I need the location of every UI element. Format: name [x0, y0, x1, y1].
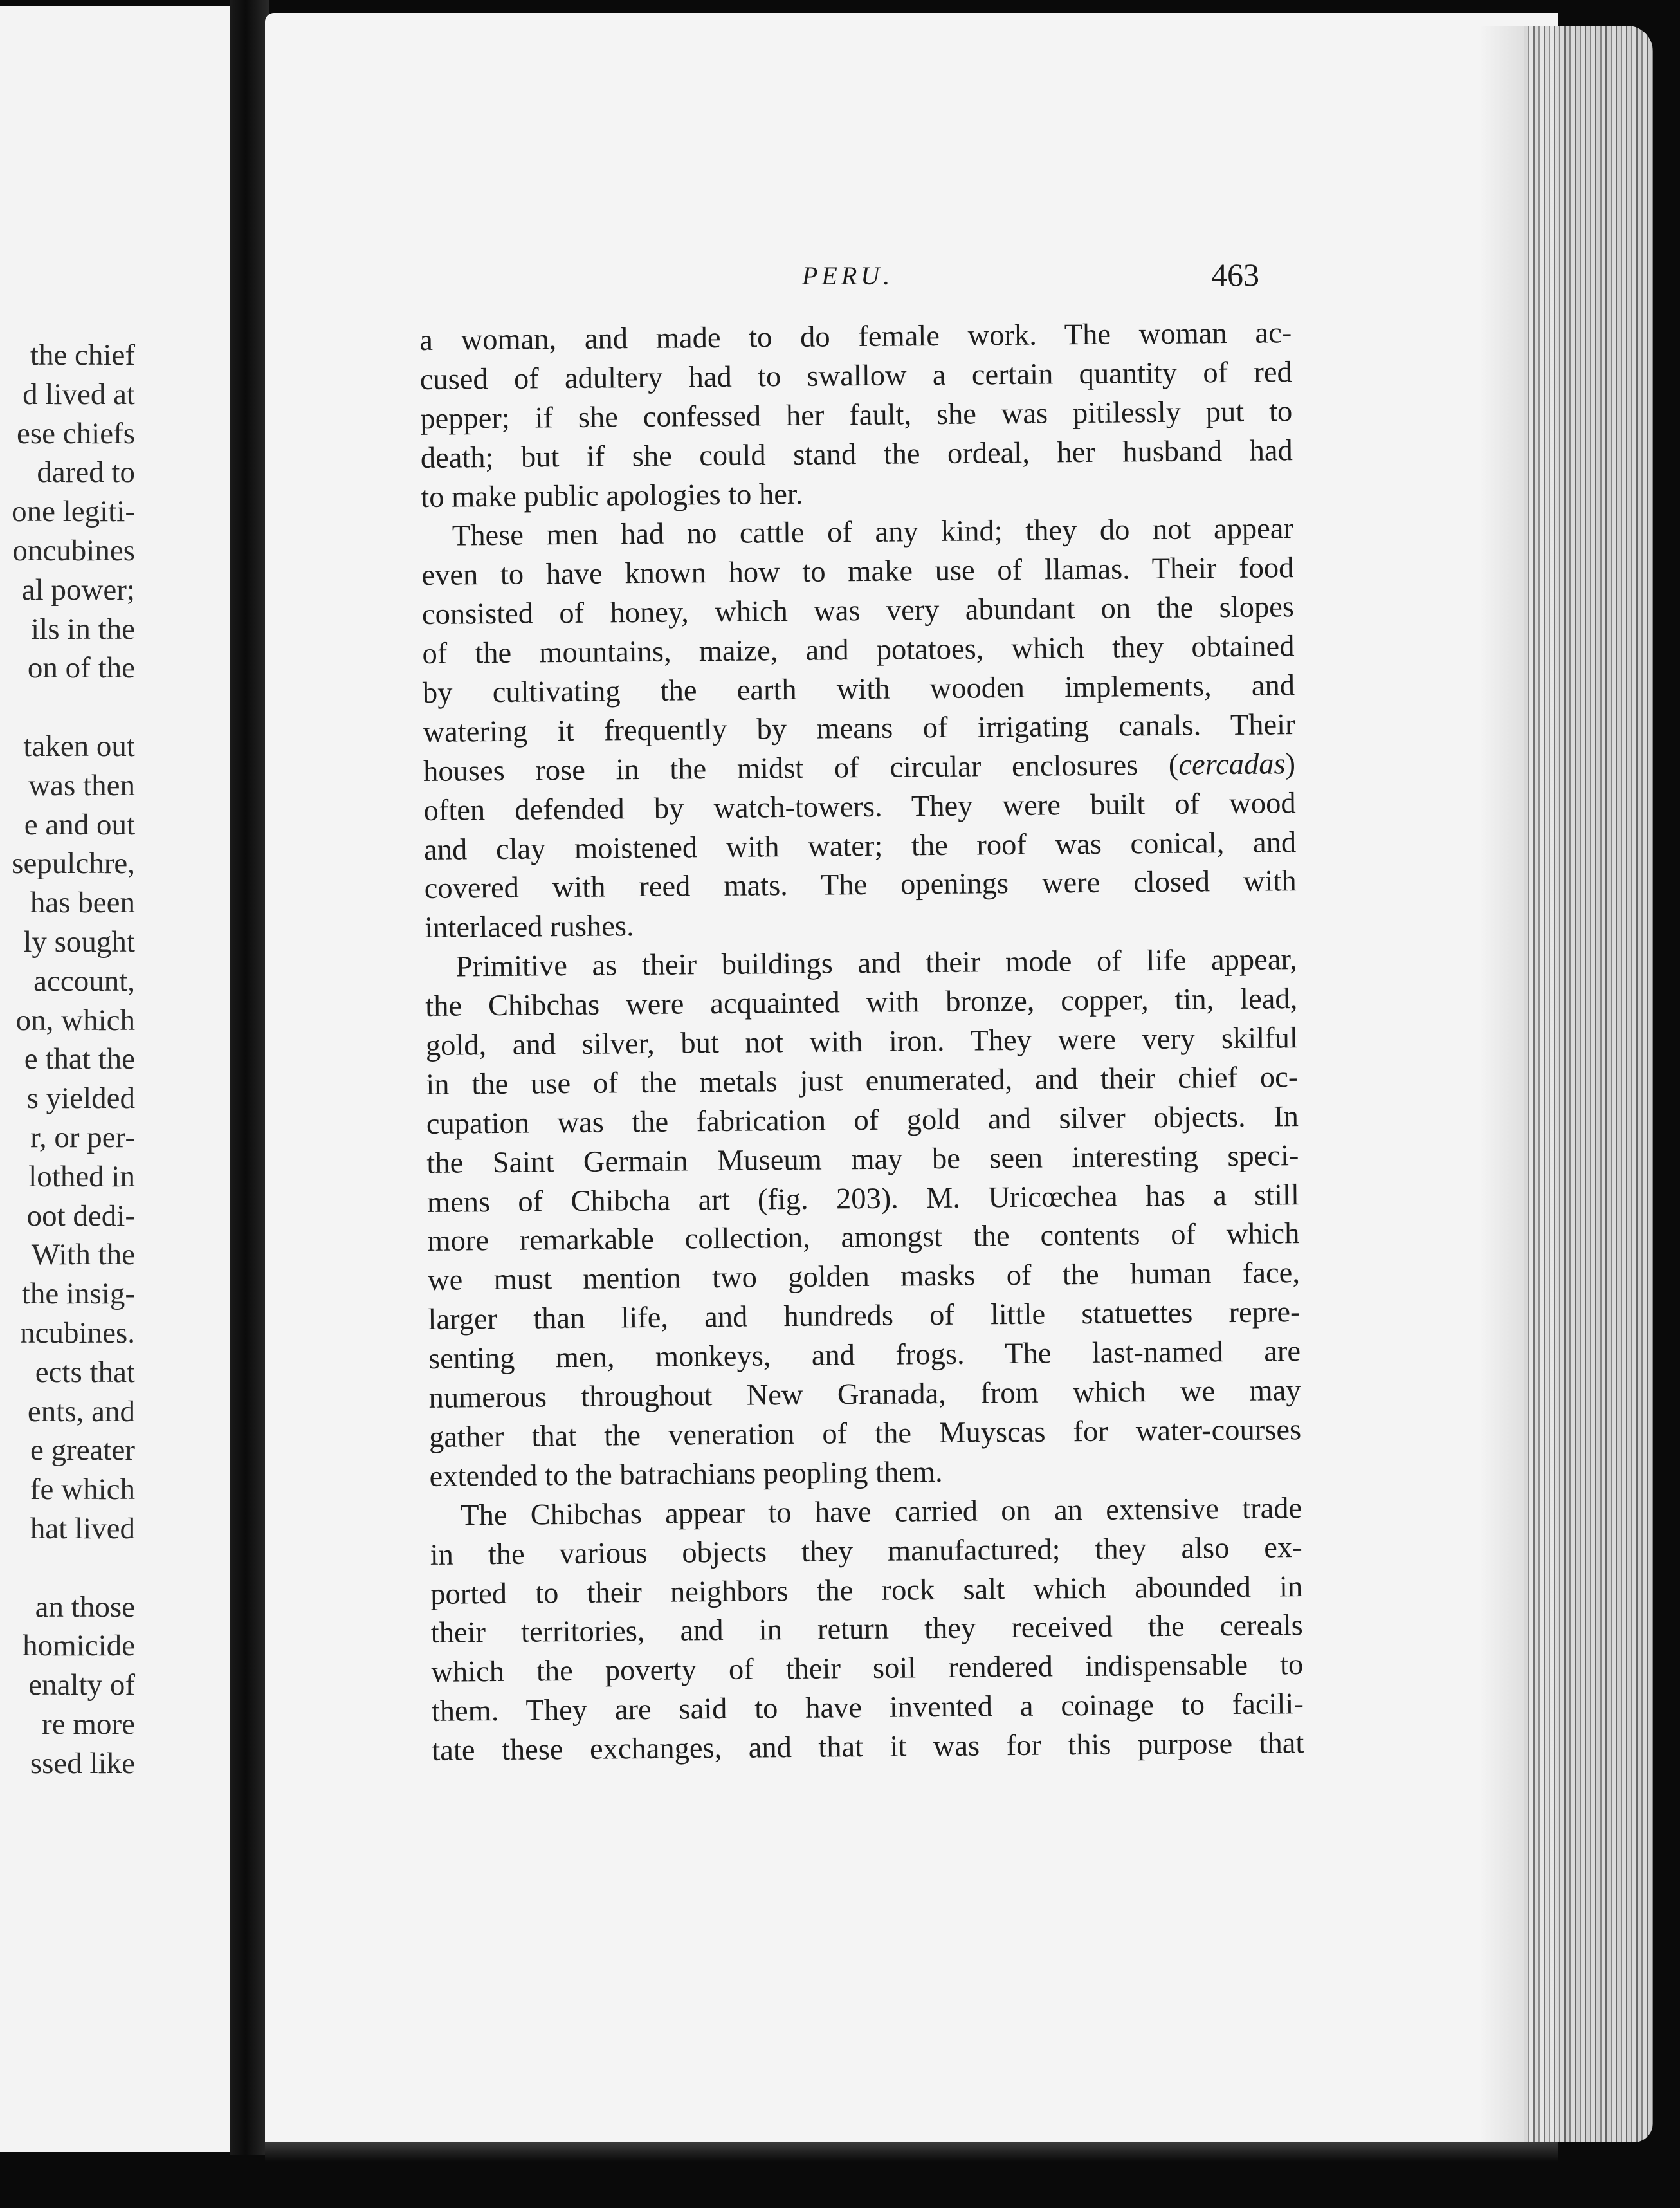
page-edges	[1524, 26, 1653, 2142]
fragment-line: on, which	[15, 1003, 135, 1037]
fragment-line: the insig-	[21, 1277, 135, 1311]
fragment-line: d lived at	[23, 377, 135, 411]
fragment-line: oot dedi-	[26, 1199, 135, 1233]
fragment-line: hat lived	[30, 1511, 135, 1545]
text-line: cused of adultery had to swallow a certain quantity of red	[419, 356, 1292, 396]
fragment-line: enalty of	[28, 1668, 135, 1702]
text-line: a woman, and made to do female work. The woman ac-	[419, 317, 1292, 357]
fragment-line: has been	[30, 886, 135, 920]
fragment-line: ese chiefs	[17, 416, 135, 450]
fragment-line: was then	[28, 768, 135, 802]
page-number: 463	[1211, 257, 1259, 293]
fragment-line: e and out	[24, 807, 135, 842]
text-line: pepper; if she confessed her fault, she was pitilessly put to	[420, 394, 1293, 436]
facing-page-text-fragments	[0, 336, 135, 1783]
fragment-line: oncubines	[12, 533, 135, 567]
text-line: to make public apologies to her.	[421, 477, 803, 514]
italic-term: cercadas	[1178, 748, 1286, 782]
text-line: their territories, and in return they received the cereals	[430, 1609, 1303, 1650]
text-line: interlaced rushes.	[425, 910, 634, 945]
fragment-line: ly sought	[23, 925, 135, 959]
fragment-line: e greater	[30, 1433, 135, 1467]
fragment-line: ents, and	[27, 1394, 135, 1428]
fragment-line: lothed in	[28, 1159, 135, 1193]
fragment-line: e that the	[24, 1042, 135, 1076]
text-line: we must mention two golden masks of the human face,	[427, 1256, 1301, 1298]
fragment-line: homicide	[23, 1629, 135, 1663]
text-line: extended to the batrachians peopling them.	[429, 1455, 943, 1493]
fragment-line	[0, 1549, 135, 1588]
text-line: senting men, monkeys, and frogs. The last-named are	[428, 1335, 1301, 1376]
text-line: numerous throughout New Granada, from which we may	[428, 1374, 1301, 1415]
running-head: PERU.	[802, 261, 894, 290]
fragment-line: fe which	[30, 1473, 135, 1507]
text-line: death; but if she could stand the ordeal, her husband had	[420, 434, 1293, 475]
text-line: gather that the veneration of the Muyscas for water-courses	[428, 1413, 1302, 1454]
text-line: covered with reed mats. The openings were closed with	[424, 865, 1297, 906]
text-line: and clay moistened with water; the roof was conical, and	[423, 825, 1297, 867]
text-line: of the mountains, maize, and potatoes, which they obtained	[422, 630, 1295, 671]
fragment-line: ects that	[35, 1355, 135, 1389]
text-line: the Chibchas were acquainted with bronze, copper, tin, lead,	[425, 982, 1298, 1024]
text-line: consisted of honey, which was very abundant on the slopes	[421, 591, 1295, 632]
book-gutter	[230, 0, 269, 2155]
fragment-line	[0, 688, 135, 727]
text-line: them. They are said to have invented a coinage to facili-	[431, 1688, 1304, 1729]
bottom-shadow	[265, 2142, 1558, 2162]
text-line: cupation was the fabrication of gold and silver objects. In	[426, 1099, 1299, 1141]
text-line: which the poverty of their soil rendered indispensable to	[431, 1648, 1304, 1689]
fragment-line: ssed like	[30, 1746, 135, 1780]
text-line: in the use of the metals just enumerated, and their chief oc-	[426, 1061, 1299, 1101]
fragment-line: al power;	[21, 573, 135, 607]
facing-page-left	[0, 6, 232, 2152]
text-line: Primitive as their buildings and their mode of life appear,	[455, 943, 1297, 984]
text-line: watering it frequently by means of irrigating canals. Their	[423, 708, 1295, 749]
text-line: in the various objects they manufactured; they also ex-	[430, 1531, 1302, 1572]
text-line: tate these exchanges, and that it was for this purpose that	[432, 1727, 1304, 1767]
text-line: houses rose in the midst of circular enclosures (cercadas)	[423, 747, 1296, 788]
fragment-line: ils in the	[31, 612, 135, 646]
text-line: The Chibchas appear to have carried on an extensive trade	[460, 1491, 1302, 1532]
text-line: gold, and silver, but not with iron. They were very skilful	[425, 1022, 1298, 1062]
fragment-line: dared to	[37, 455, 135, 490]
text-line: more remarkable collection, amongst the contents of which	[427, 1217, 1300, 1258]
fragment-line: an those	[35, 1590, 135, 1624]
text-line: the Saint Germain Museum may be seen interesting speci-	[426, 1139, 1299, 1180]
text-line: by cultivating the earth with wooden implements, and	[422, 669, 1295, 710]
fragment-line: s yielded	[26, 1081, 135, 1116]
fragment-line: ncubines.	[20, 1316, 135, 1350]
fragment-line: on of the	[27, 651, 135, 685]
page-463	[265, 13, 1558, 2152]
text-line: larger than life, and hundreds of little statuettes repre-	[428, 1296, 1301, 1337]
text-line: often defended by watch-towers. They were built of wood	[423, 786, 1296, 827]
fragment-line: sepulchre,	[12, 847, 135, 881]
text-line: ported to their neighbors the rock salt which abounded in	[430, 1570, 1303, 1611]
body-text	[419, 314, 1304, 1771]
fragment-line: the chief	[30, 338, 135, 372]
fragment-line: r, or per-	[30, 1120, 135, 1154]
fragment-line: With the	[31, 1238, 135, 1272]
fragment-line: one legiti-	[12, 495, 135, 529]
text-line: These men had no cattle of any kind; they do not appear	[452, 512, 1294, 553]
text-line: mens of Chibcha art (fig. 203). M. Uricœchea has a still	[426, 1178, 1300, 1219]
text-line: even to have known how to make use of llamas. Their food	[421, 551, 1294, 593]
fragment-line: account,	[33, 964, 135, 998]
fragment-line: re more	[42, 1707, 135, 1741]
fragment-line: taken out	[23, 729, 135, 763]
